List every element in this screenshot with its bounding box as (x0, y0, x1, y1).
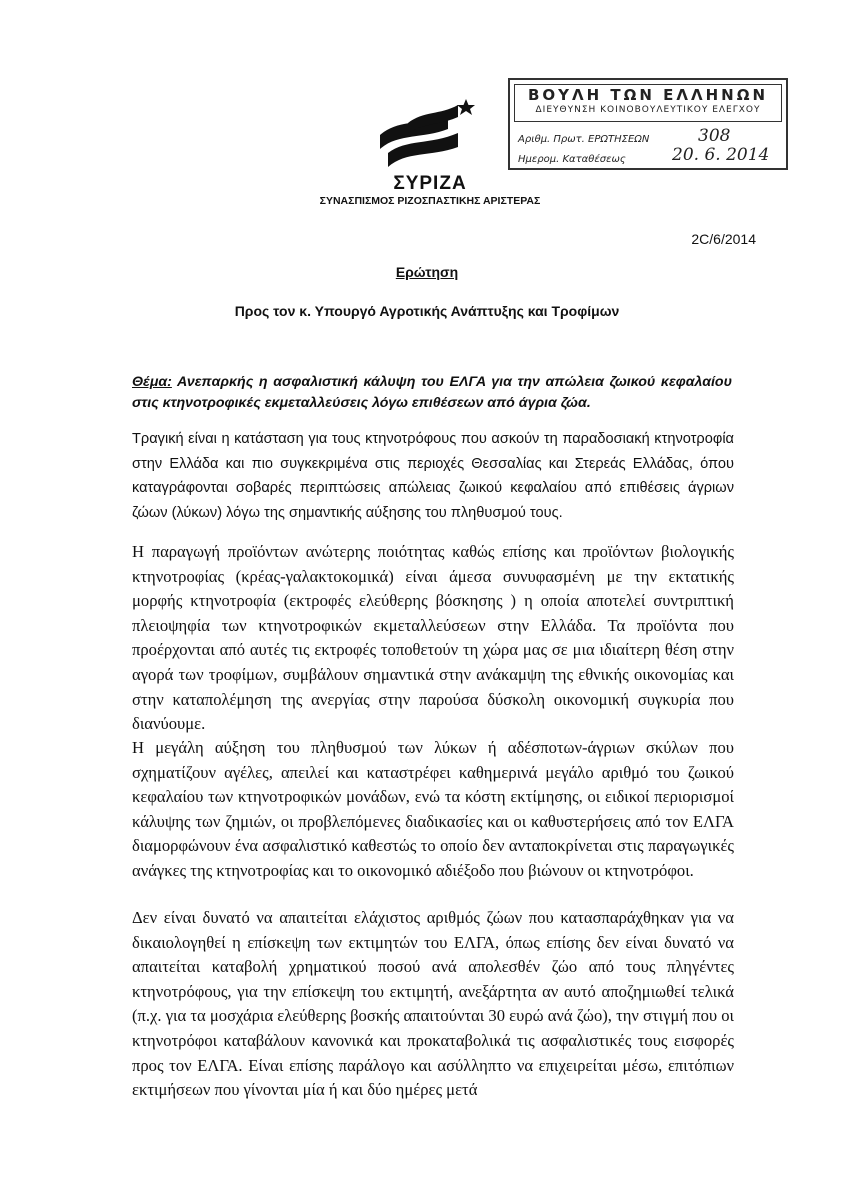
subject-text: Ανεπαρκής η ασφαλιστική κάλυψη του ΕΛΓΑ για την απώλεια ζωικού κεφαλαίου στις κτηνοτροφικές εκμεταλλεύσεις λόγω επιθέσεων από άγρια ζώα. (132, 374, 732, 411)
paragraph-3: Η μεγάλη αύξηση του πληθυσμού των λύκων ή αδέσποτων-άγριων σκύλων που σχηματίζουν αγέλες, απειλεί και καταστρέφει καθημερινά μεγάλο αριθμό του ζωικού κεφαλαίου των κτηνοτροφικών μονάδων, ενώ τα κόστη εκτίμησης, οι ειδικοί περιορισμοί κάλυψης των ζημιών, οι προβλεπόμενες διαδικασίες και οι καθυστερήσεις από τον ΕΛΓΑ διαμορφώνουν ένα ασφαλιστικό καθεστώς το οποίο δεν ανταποκρίνεται στις παραγωγικές ανάγκες της κτηνοτροφίας και το οικονομικό αδιέξοδο που βιώνουν οι κτηνοτρόφοι. (132, 738, 734, 880)
logo-subtitle: ΣΥΝΑΣΠΙΣΜΟΣ ΡΙΖΟΣΠΑΣΤΙΚΗΣ ΑΡΙΣΤΕΡΑΣ (319, 195, 541, 207)
logo-name: ΣΥΡΙΖΑ (393, 173, 467, 194)
stamp-line-1: ΒΟΥΛΗ ΤΩΝ ΕΛΛΗΝΩΝ (527, 86, 769, 104)
stamp-protocol-number: 308 (698, 126, 731, 146)
recipient-line: Προς τον κ. Υπουργό Αγροτικής Ανάπτυξης και Τροφίμων (234, 303, 620, 319)
stamp-date-value: 20. 6. 2014 (672, 145, 770, 165)
paragraph-1: Τραγική είναι η κατάσταση για τους κτηνοτρόφους που ασκούν τη παραδοσιακή κτηνοτροφία στην Ελλάδα και πιο συγκεκριμένα στις περιοχές Θεσσαλίας και Στερεάς Ελλάδας, όπου καταγράφονται σοβαρές περιπτώσεις απώλειας ζωικού κεφαλαίου από επιθέσεις άγριων ζώων (λύκων) λόγω της σημαντικής αύξησης του πληθυσμού τους. (132, 431, 734, 521)
stamp-protocol-label: Αριθμ. Πρωτ. ΕΡΩΤΗΣΕΩΝ (518, 134, 650, 145)
document-date: 2C/6/2014 (691, 231, 756, 247)
subject-block (132, 372, 732, 414)
stamp-header-box (514, 84, 782, 122)
stamp-date-label: Ημερομ. Καταθέσεως (518, 154, 626, 165)
flag-logo-icon (378, 95, 488, 175)
document-title: Ερώτηση (395, 264, 459, 280)
paragraph-2: Η παραγωγή προϊόντων ανώτερης ποιότητας καθώς επίσης και προϊόντων βιολογικής κτηνοτροφίας (κρέας-γαλακτοκομικά) είναι άμεσα συνυφασμένη με την εκτατικής μορφής κτηνοτροφία (εκτροφές ελεύθερης βόσκησης ) η οποία αποτελεί συντριπτική πλειοψηφία των κτηνοτροφικών εκμεταλλεύσεων στην Ελλάδα. Τα προϊόντα που προέρχονται από αυτές τις εκτροφές τοποθετούν τη χώρα μας σε μια ιδιαίτερη θέση στην αγορά των τροφίμων, συμβάλουν σημαντικά στην ανάκαμψη της εθνικής οικονομίας και στην καταπολέμηση της ανεργίας στην παρούσα δύσκολη οικονομική συγκυρία που διανύουμε. (132, 542, 734, 734)
stamp-line-2: ΔΙΕΥΘΥΝΣΗ ΚΟΙΝΟΒΟΥΛΕΥΤΙΚΟΥ ΕΛΕΓΧΟΥ (535, 105, 761, 115)
paragraph-4: Δεν είναι δυνατό να απαιτείται ελάχιστος αριθμός ζώων που κατασπαράχθηκαν για να δικαιολογηθεί η επίσκεψη των εκτιμητών του ΕΛΓΑ, όπως επίσης δεν είναι δυνατό να απαιτείται καταβολή χρηματικού ποσού ανά απολεσθέν ζώο από τους πληγέντες κτηνοτρόφους, για την επίσκεψη του εκτιμητή, ανεξάρτητα αν αυτό αποζημιωθεί τελικά (π.χ. για τα μοσχάρια ελεύθερης βοσκής απαιτούνται 30 ευρώ ανά ζώο), την στιγμή που οι κτηνοτρόφοι καταβάλουν κανονικά και προκαταβολικά τις ασφαλιστικές τους εισφορές προς τον ΕΛΓΑ. Είναι επίσης παράλογο και ασύλληπτο να επιχειρείται μέσω, επιτόπιων εκτιμήσεων που γίνονται μία ή και δύο ημέρες μετά (132, 908, 734, 1100)
subject-label: Θέμα: (132, 374, 172, 390)
